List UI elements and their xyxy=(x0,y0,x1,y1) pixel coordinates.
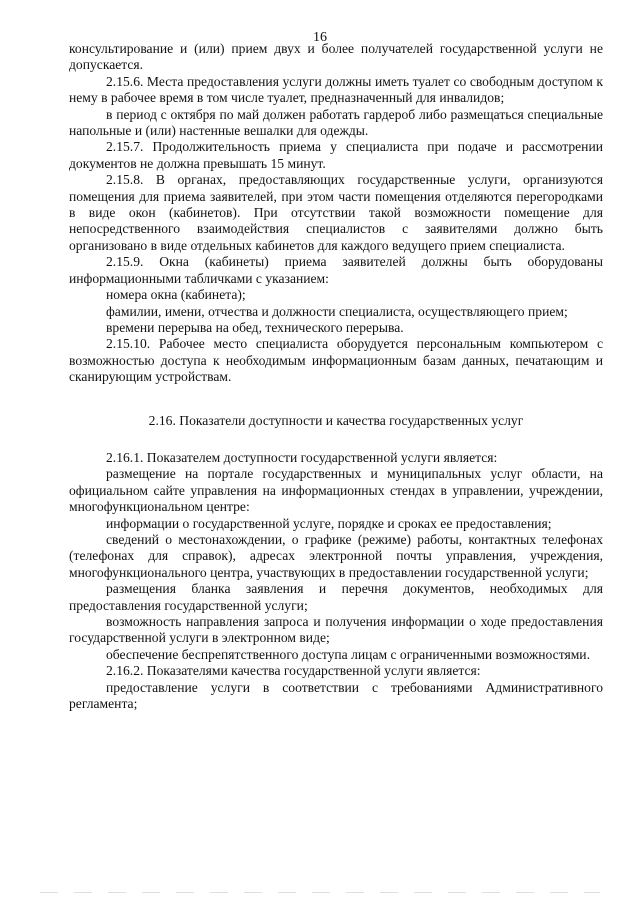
list-item: фамилии, имени, отчества и должности специалиста, осуществляющего прием; xyxy=(106,303,568,319)
section-heading: 2.16. Показатели доступности и качества государственных услуг xyxy=(148,412,524,428)
page-number: 16 xyxy=(313,30,327,45)
paragraph: 2.16.2. Показателями качества государственной услуги является: xyxy=(106,663,481,679)
list-item: времени перерыва на обед, технического перерыва. xyxy=(106,319,404,335)
paragraph: 2.15.8. В органах, предоставляющих государственные услуги, организуются помещения для приема заявителей, при этом части помещения отделяются перегородками в виде окон (кабинетов). При отсутствии такой возможности помещение для непосредственного взаимодействия специалистов с заявителями должно быть организовано в виде отдельных кабинетов для каждого ведущего прием специалиста. xyxy=(69,172,603,253)
list-item: обеспечение беспрепятственного доступа лицам с ограниченными возможностями. xyxy=(106,646,590,662)
paragraph: 2.15.10. Рабочее место специалиста оборудуется персональным компьютером с возможностью доступа к необходимым информационным базам данных, печатающим и сканирующим устройствам. xyxy=(69,336,603,385)
list-item: размещения бланка заявления и перечня документов, необходимых для предоставления государственной услуги; xyxy=(69,581,603,613)
list-item: информации о государственной услуге, порядке и сроках ее предоставления; xyxy=(106,515,552,531)
document-body xyxy=(69,41,603,712)
paragraph: в период с октября по май должен работать гардероб либо размещаться специальные напольные и (или) настенные вешалки для одежды. xyxy=(69,106,603,139)
list-item: предоставление услуги в соответствии с требованиями Административного регламента; xyxy=(69,679,603,712)
paragraph: 2.15.6. Места предоставления услуги должны иметь туалет со свободным доступом к нему в рабочее время в том числе туалет, предназначенный для инвалидов; xyxy=(69,73,603,106)
list-item: сведений о местонахождении, о графике (режиме) работы, контактных телефонах (телефонах для справок), адресах электронной почты управления, учреждения, многофункционального центра, участвующих в предоставлении государственной услуги; xyxy=(69,531,603,580)
paragraph: 2.15.7. Продолжительность приема у специалиста при подаче и рассмотрении документов не должна превышать 15 минут. xyxy=(69,139,603,171)
list-item: возможность направления запроса и получения информации о ходе предоставления государственной услуги в электронном виде; xyxy=(69,614,603,646)
paragraph: 2.16.1. Показателем доступности государственной услуги является: xyxy=(106,449,498,465)
list-item: номера окна (кабинета); xyxy=(106,287,246,303)
paragraph: консультирование и (или) прием двух и более получателей государственной услуги не допускается. xyxy=(69,41,603,73)
scan-artifact-line xyxy=(40,892,600,893)
paragraph: размещение на портале государственных и муниципальных услуг области, на официальном сайте управления на информационных стендах в управлении, учреждении, многофункциональном центре: xyxy=(69,466,603,515)
paragraph: 2.15.9. Окна (кабинеты) приема заявителей должны быть оборудованы информационными табличками с указанием: xyxy=(69,254,603,286)
